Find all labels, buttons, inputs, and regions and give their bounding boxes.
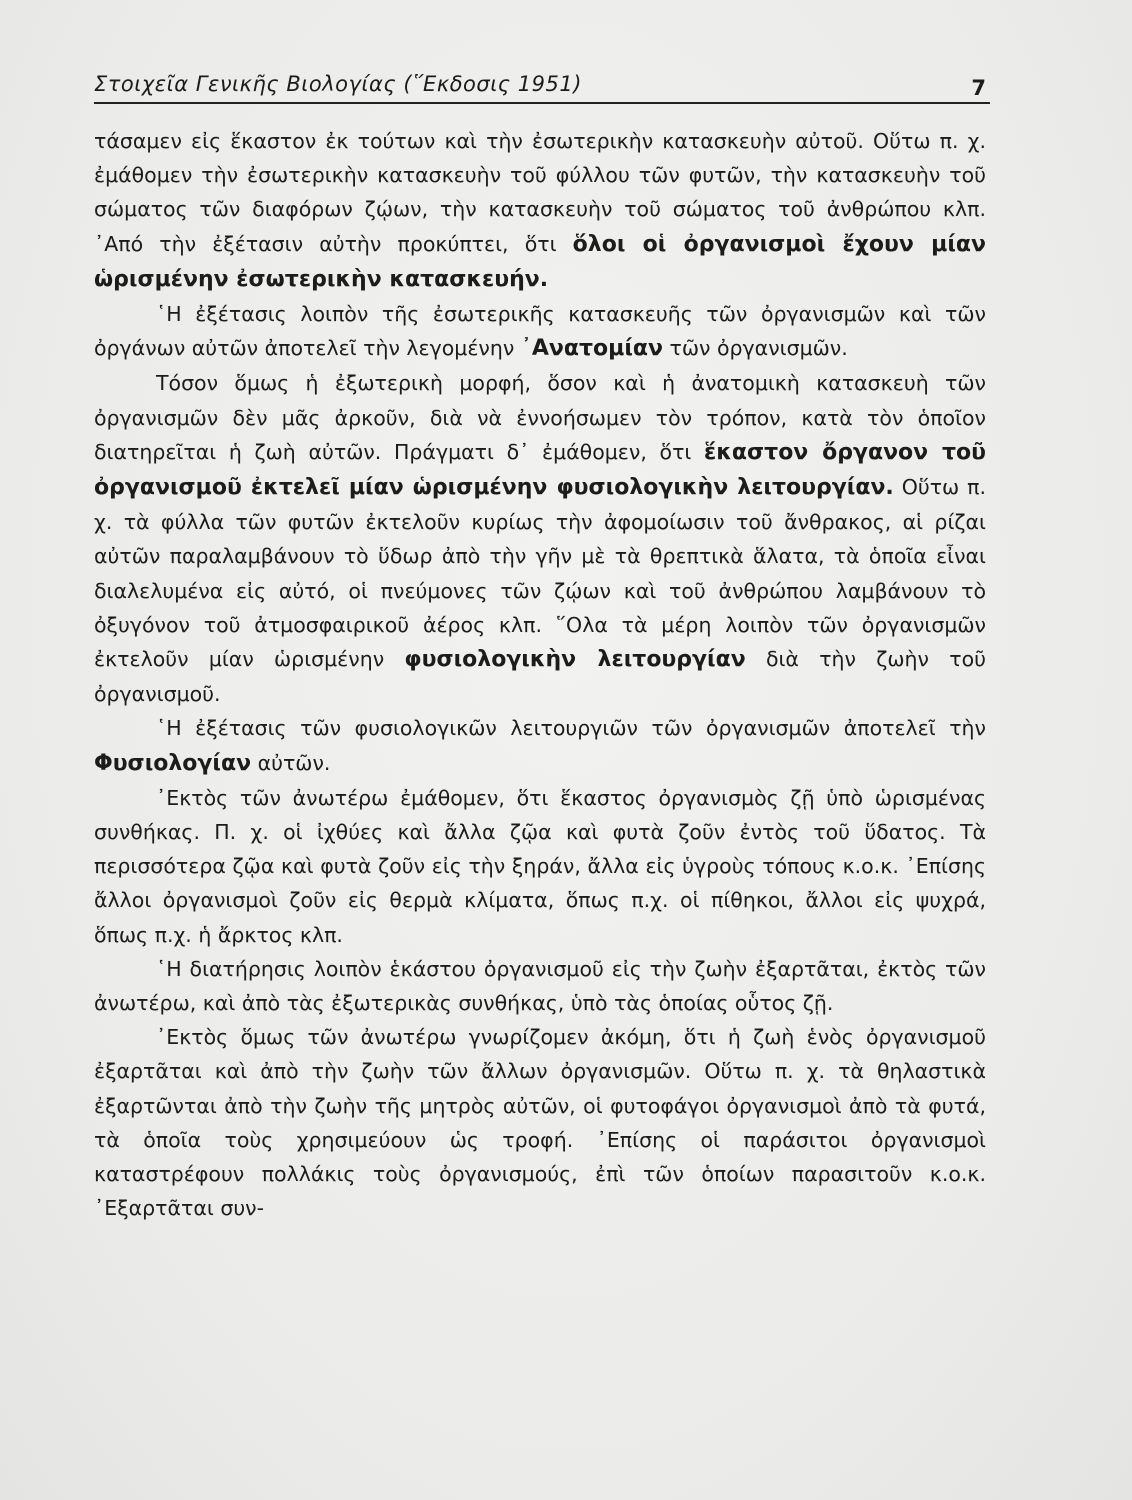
running-title: Στοιχεῖα Γενικῆς Βιολογίας (῞Εκδοσις 1951) <box>94 72 582 96</box>
paragraph <box>94 781 986 952</box>
bold-term-anatomy: ᾿Ανατομίαν <box>520 336 663 362</box>
text-segment: ᾿Εκτὸς ὅμως τῶν ἀνωτέρω γνωρίζομεν ἀκόμη, ὅτι ἡ ζωὴ ἑνὸς ὀργανισμοῦ ἐξαρτᾶται καὶ ἀπὸ τὴν ζωὴν τῶν ἄλλων ὀργανισμῶν. Οὕτω π. χ. τὰ θηλαστικὰ ἐξαρτῶνται ἀπὸ τὴν ζωὴν τῆς μητρὸς αὐτῶν, οἱ φυτοφάγοι ὀργανισμοὶ ἀπὸ τὰ φυτά, τὰ ὁποῖα τοὺς χρησιμεύουν ὡς τροφή. ᾿Επίσης οἱ παράσιτοι ὀργανισμοὶ καταστρέφουν πολλάκις τοὺς ὀργανισμούς, ἐπὶ τῶν ὁποίων παρασιτοῦν κ.ο.κ. ᾿Εξαρτᾶται συν- <box>94 1025 986 1221</box>
paragraph <box>94 1020 986 1225</box>
paragraph <box>94 124 986 297</box>
body-text <box>94 124 986 1226</box>
text-segment: ῾Η διατήρησις λοιπὸν ἑκάστου ὀργανισμοῦ εἰς τὴν ζωὴν ἐξαρτᾶται, ἐκτὸς τῶν ἀνωτέρω, καὶ ἀπὸ τὰς ἐξωτερικὰς συνθήκας, ὑπὸ τὰς ὁποίας οὗτος ζῇ. <box>94 956 986 1016</box>
text-segment: αὐτῶν. <box>251 750 331 775</box>
text-segment: Τόσον ὅμως ἡ ἐξωτερικὴ μορφή, ὅσον καὶ ἡ ἀνατομικὴ κατασκευὴ τῶν ὀργανισμῶν δὲν μᾶς ἀρκοῦν, διὰ νὰ ἐννοήσωμεν τὸν τρόπον, κατὰ τὸν ὁποῖον διατηρεῖται ἡ ζωὴ αὐτῶν. Πράγματι δ᾿ ἐμάθομεν, ὅτι <box>94 371 986 464</box>
text-segment: ᾿Εκτὸς τῶν ἀνωτέρω ἐμάθομεν, ὅτι ἕκαστος ὀργανισμὸς ζῇ ὑπὸ ὡρισμένας συνθήκας. Π. χ. οἱ ἰχθύες καὶ ἄλλα ζῷα καὶ φυτὰ ζοῦν ἐντὸς τοῦ ὕδατος. Τὰ περισσότερα ζῷα καὶ φυτὰ ζοῦν εἰς τὴν ξηράν, ἄλλα εἰς ὑγροὺς τόπους κ.ο.κ. ᾿Επίσης ἄλλοι ὀργανισμοὶ ζοῦν εἰς θερμὰ κλίματα, ὅπως π.χ. οἱ πίθηκοι, ἄλλοι εἰς ψυχρά, ὅπως π.χ. ἡ ἄρκτος κλπ. <box>94 785 986 947</box>
bold-phrase: ὅλοι οἱ ὀργανισμοὶ ἔχουν μίαν ὡρισμένην ἐσωτερικὴν κατασκευήν. <box>94 231 986 292</box>
page-header <box>94 70 990 104</box>
page-number: 7 <box>971 76 986 100</box>
paragraph <box>94 297 986 366</box>
text-segment: τάσαμεν εἰς ἕκαστον ἐκ τούτων καὶ τὴν ἐσωτερικὴν κατασκευὴν αὐτοῦ. Οὕτω π. χ. ἐμάθομεν τὴν ἐσωτερικὴν κατασκευὴν τοῦ φύλλου τῶν φυτῶν, τὴν κατασκευὴν τοῦ σώματος τῶν διαφόρων ζῴων, τὴν κατασκευὴν τοῦ σώματος τοῦ ἀνθρώπου κλπ. ᾿Από τὴν ἐξέτασιν αὐτὴν προκύπτει, ὅτι <box>94 129 986 256</box>
text-segment: ῾Η ἐξέτασις τῶν φυσιολογικῶν λειτουργιῶν τῶν ὀργανισμῶν ἀποτελεῖ τὴν <box>156 716 986 741</box>
paragraph <box>94 366 986 711</box>
paragraph <box>94 711 986 780</box>
bold-term-physiology: Φυσιολογίαν <box>94 750 252 776</box>
bold-phrase: ἕκαστον ὄργανον τοῦ ὀργανισμοῦ ἐκτελεῖ μίαν ὡρισμένην φυσιολογικὴν λειτουργίαν. <box>94 439 986 501</box>
text-segment: ῾Η ἐξέτασις λοιπὸν τῆς ἐσωτερικῆς κατασκευῆς τῶν ὀργανισμῶν καὶ τῶν ὀργάνων αὐτῶν ἀποτελεῖ τὴν λεγομένην <box>94 302 986 361</box>
paragraph <box>94 952 986 1020</box>
text-segment: διὰ τὴν ζωὴν τοῦ ὀργανισμοῦ. <box>94 647 986 707</box>
bold-phrase: φυσιολογικὴν λειτουργίαν <box>404 647 746 673</box>
text-segment: Οὕτω π. χ. τὰ φύλλα τῶν φυτῶν ἐκτελοῦν κυρίως τὴν ἀφομοίωσιν τοῦ ἄνθρακος, αἱ ρίζαι αὐτῶν παραλαμβάνουν τὸ ὕδωρ ἀπὸ τὴν γῆν μὲ τὰ θρεπτικὰ ἅλατα, τὰ ὁποῖα εἶναι διαλελυμένα εἰς αὐτό, οἱ πνεύμονες τῶν ζῴων καὶ τοῦ ἀνθρώπου λαμβάνουν τὸ ὀξυγόνον τοῦ ἀτμοσφαιρικοῦ ἀέρος κλπ. ῞Ολα τὰ μέρη λοιπὸν τῶν ὀργανισμῶν ἐκτελοῦν μίαν ὡρισμένην <box>94 475 986 672</box>
text-segment: τῶν ὀργανισμῶν. <box>663 336 848 361</box>
